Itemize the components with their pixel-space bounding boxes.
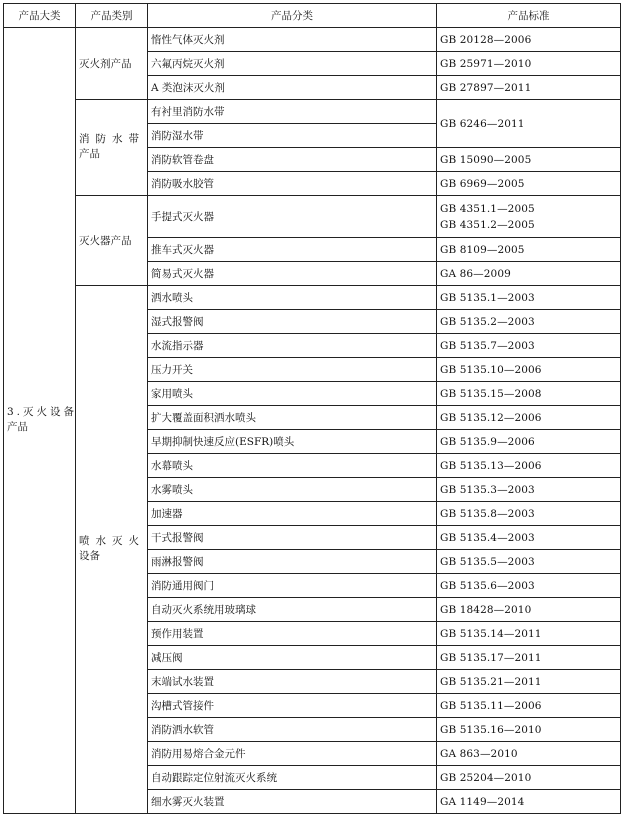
product-name: 雨淋报警阀	[148, 550, 437, 574]
product-name: 自动灭火系统用玻璃球	[148, 598, 437, 622]
product-name: 早期抑制快速反应(ESFR)喷头	[148, 430, 437, 454]
product-name: 湿式报警阀	[148, 310, 437, 334]
product-standard: GB 5135.9—2006	[437, 430, 621, 454]
table-row	[4, 100, 621, 124]
product-standard: GB 5135.17—2011	[437, 646, 621, 670]
product-name: 消防软管卷盘	[148, 148, 437, 172]
product-type-label	[79, 535, 147, 565]
major-category-label: 3.灭火设备	[7, 405, 78, 418]
product-type-cell	[76, 286, 148, 814]
product-standard: GB 5135.5—2003	[437, 550, 621, 574]
product-name: 简易式灭火器	[148, 262, 437, 286]
product-name: 消防湿水带	[148, 124, 437, 148]
product-name: 洒水喷头	[148, 286, 437, 310]
header-row	[4, 4, 621, 28]
product-name: 水幕喷头	[148, 454, 437, 478]
product-name: 家用喷头	[148, 382, 437, 406]
table-row	[4, 286, 621, 310]
product-type-label-line: 产品	[79, 147, 100, 160]
product-standard: GB 5135.13—2006	[437, 454, 621, 478]
product-name: 水雾喷头	[148, 478, 437, 502]
product-standard-line: GB 4351.1—2005	[440, 202, 535, 215]
product-standard: GB 5135.21—2011	[437, 670, 621, 694]
product-standard: GB 25971—2010	[437, 52, 621, 76]
product-standard: GB 18428—2010	[437, 598, 621, 622]
product-standards-table	[3, 3, 621, 814]
product-standard: GB 8109—2005	[437, 238, 621, 262]
product-type-label	[79, 133, 147, 163]
product-standard: GB 25204—2010	[437, 766, 621, 790]
product-name: 消防吸水胶管	[148, 172, 437, 196]
product-name: 加速器	[148, 502, 437, 526]
product-type-cell: 灭火器产品	[76, 196, 148, 286]
product-name: 末端试水装置	[148, 670, 437, 694]
product-standard: GA 86—2009	[437, 262, 621, 286]
product-type-label-line: 消防水带	[79, 132, 145, 145]
header-major-category: 产品大类	[4, 4, 76, 28]
product-standard: GB 5135.1—2003	[437, 286, 621, 310]
product-standard: GB 6246—2011	[437, 100, 621, 148]
product-type-label-line: 喷水灭火	[79, 534, 145, 547]
product-name: 沟槽式管接件	[148, 694, 437, 718]
product-standard: GB 15090—2005	[437, 148, 621, 172]
product-standard: GB 5135.8—2003	[437, 502, 621, 526]
product-standard: GB 27897—2011	[437, 76, 621, 100]
table-row	[4, 28, 621, 52]
product-type-cell	[76, 100, 148, 196]
product-name: 消防洒水软管	[148, 718, 437, 742]
product-type-cell: 灭火剂产品	[76, 28, 148, 100]
product-type-label-line: 设备	[79, 549, 100, 562]
product-standard-line: GB 4351.2—2005	[440, 218, 535, 231]
product-name: 压力开关	[148, 358, 437, 382]
product-standard: GB 5135.16—2010	[437, 718, 621, 742]
product-name: 细水雾灭火装置	[148, 790, 437, 814]
product-name: 消防用易熔合金元件	[148, 742, 437, 766]
product-name: 自动跟踪定位射流灭火系统	[148, 766, 437, 790]
product-standard: GB 6969—2005	[437, 172, 621, 196]
product-standard: GB 5135.7—2003	[437, 334, 621, 358]
product-standard: GB 5135.6—2003	[437, 574, 621, 598]
product-name: 有衬里消防水带	[148, 100, 437, 124]
product-standard	[437, 196, 621, 238]
product-standard: GB 5135.4—2003	[437, 526, 621, 550]
product-name: 扩大覆盖面积洒水喷头	[148, 406, 437, 430]
product-standard: GB 5135.15—2008	[437, 382, 621, 406]
product-standard: GB 5135.11—2006	[437, 694, 621, 718]
product-standard: GB 5135.2—2003	[437, 310, 621, 334]
product-standard: GB 5135.3—2003	[437, 478, 621, 502]
product-standard: GA 863—2010	[437, 742, 621, 766]
product-name: 惰性气体灭火剂	[148, 28, 437, 52]
major-category-label-cont: 产品	[7, 420, 28, 433]
product-standard: GB 5135.12—2006	[437, 406, 621, 430]
product-standard: GB 5135.14—2011	[437, 622, 621, 646]
product-name: 减压阀	[148, 646, 437, 670]
product-standard: GB 5135.10—2006	[437, 358, 621, 382]
product-name: 推车式灭火器	[148, 238, 437, 262]
major-category-cell	[4, 28, 76, 814]
product-name: A 类泡沫灭火剂	[148, 76, 437, 100]
header-product-classification: 产品分类	[148, 4, 437, 28]
header-product-type: 产品类别	[76, 4, 148, 28]
product-standard: GA 1149—2014	[437, 790, 621, 814]
product-standard: GB 20128—2006	[437, 28, 621, 52]
product-name: 手提式灭火器	[148, 196, 437, 238]
product-name: 消防通用阀门	[148, 574, 437, 598]
product-name: 预作用装置	[148, 622, 437, 646]
product-name: 干式报警阀	[148, 526, 437, 550]
header-product-standard: 产品标准	[437, 4, 621, 28]
product-name: 水流指示器	[148, 334, 437, 358]
table-row	[4, 196, 621, 238]
product-name: 六氟丙烷灭火剂	[148, 52, 437, 76]
